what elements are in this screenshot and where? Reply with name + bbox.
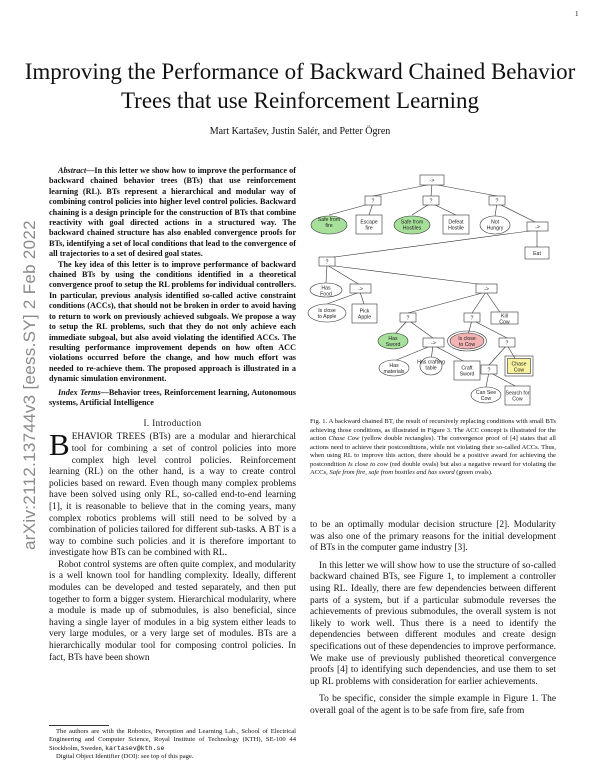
svg-text:->: -> <box>358 286 363 293</box>
right-paragraph-2: In this letter we will show how to use the structure of so-called backward chained BTs, see Figure 1, to implement a controller using RL. Ideally, there are few dependencies between different parts of a system, but if a particular submodule reverses the achievements of previous submodules, the overall system is not likely to work well. Thus there is a need to identify the dependencies between different modules and create design specifications out of these dependencies to improve performance. We make use of previously published theoretical convergence proofs [4] to identifying such dependencies, and use them to set up RL problems with consideration for earlier achievements. <box>310 560 556 687</box>
svg-text:Safe fromHostiles: Safe from Hostiles <box>400 219 424 232</box>
svg-text:?: ? <box>470 315 474 322</box>
node-close-to-apple <box>308 304 346 322</box>
svg-text:?: ? <box>429 198 433 205</box>
node-fallback-2 <box>423 196 439 205</box>
node-fallback-search <box>481 365 497 374</box>
node-fallback-food <box>319 257 335 266</box>
footnote <box>49 725 296 762</box>
svg-text:HasFood: Has Food <box>320 285 332 298</box>
footnote-email: kartasev@kth.se <box>105 744 165 752</box>
index-terms <box>49 388 296 409</box>
caption-accs: Safe from fire, safe from hostiles and has sword <box>329 469 455 476</box>
node-safe-from-fire <box>311 216 347 234</box>
intro-paragraph-2: Robot control systems are often quite complex, and modularity is a well known tool for handling complexity. Ideally, different modules can be developed and tested separately, and then put together to form a bigger system. Hierarchical modularity, where a module is made up of submodules, is also beneficial, since having a single layer of modules in a big system either leads to very large modules, or a very large set of modules. BTs are a hierarchically modular tool for composing control policies. In fact, BTs have been shown <box>49 559 296 663</box>
svg-text:PickApple: Pick Apple <box>357 308 372 321</box>
paper-authors: Mart Kartašev, Justin Salér, and Petter Ögren <box>209 126 391 137</box>
footnote-rule <box>49 725 109 726</box>
arxiv-stamp <box>22 205 38 565</box>
intro-paragraph-1 <box>49 427 297 560</box>
caption-post: Is close to cow <box>347 460 388 468</box>
svg-text:NotHungry: Not Hungry <box>486 219 504 232</box>
caption-mid2: (red double ovals) but also a negative reward for violating the ACCs, <box>310 460 556 476</box>
svg-text:Search forCow: Search for Cow <box>505 390 530 403</box>
svg-text:->: -> <box>429 178 435 184</box>
svg-text:->: -> <box>484 286 489 293</box>
node-fallback-3 <box>489 196 505 205</box>
node-has-materials <box>379 360 409 376</box>
svg-text:?: ? <box>325 259 329 266</box>
node-seq-apple <box>350 284 371 293</box>
svg-text:Is closeto Cow: Is close to Cow <box>458 335 476 348</box>
paper-title: Improving the Performance of Backward Chained Behavior Trees that use Reinforcement Learning <box>24 59 576 113</box>
arxiv-id: arXiv:2112.13744v3 [eess.SY] 2 Feb 2022 <box>20 220 39 550</box>
svg-text:Escapefire: Escape fire <box>360 219 378 232</box>
node-seq-eat <box>527 222 548 231</box>
left-column <box>49 166 296 664</box>
abstract <box>49 166 296 260</box>
page-number: 1 <box>575 10 579 18</box>
svg-text:?: ? <box>371 198 375 205</box>
svg-text:HasSword: Has Sword <box>385 335 401 348</box>
node-kill-cow <box>491 312 518 325</box>
intro-text-1: (BTs) are a modular and hierarchical tool for combining a set of control policies into more complex high level control policies. Reinforcement learning (RL) on the other hand, is a way to create control policies based on reward. Even though many complex problems have been solved using only RL, so-called end-to-end learning [1], it is reasonable to believe that in the coming years, many complex robotics problems will still need to be solved by a combination of policies tailored for different sub-tasks. A BT is a way to combine such policies and it is therefore important to investigate how BTs can be combined with RL. <box>49 432 297 559</box>
node-seq-root <box>420 175 444 185</box>
caption-action: Chase Cow <box>328 435 360 442</box>
caption-end: (green ovals). <box>454 469 493 476</box>
node-defeat-hostile <box>443 215 469 234</box>
node-seq-craft <box>423 338 444 347</box>
node-fallback-sword <box>400 313 416 322</box>
node-close-to-cow <box>448 331 487 351</box>
footnote-affiliation <box>49 728 296 753</box>
right-paragraph-3: To be specific, consider the simple example in Figure 1. The overall goal of the agent is to be safe from fire, safe from <box>310 694 556 716</box>
svg-text:?: ? <box>505 340 509 347</box>
abstract-text-2: The key idea of this letter is to improve performance of backward chained BTs by using the conditions identified in a theoretical convergence proof to setup the RL problems for individual controllers. In particular, previous analysis identified so-called active constraint conditions (ACCs), that should not be broken in order to avoid having to return to work on previously achieved subgoals. We propose a way to setup the RL problems, such that they do not only achieve each immediate subgoal, but also avoid violating the identified ACCs. The resulting performance improvement depends on how often ACC violations occurred before the change, and how much effort was needed to re-achieve them. The proposed approach is illustrated in a dynamic simulation environment. <box>49 259 296 384</box>
node-not-hungry <box>480 216 510 234</box>
node-fallback-1 <box>365 196 381 205</box>
svg-text:Is closeto Apple: Is close to Apple <box>317 307 337 320</box>
bt-diagram <box>306 170 556 410</box>
footnote-doi: Digital Object Identifier (DOI): see top of this page. <box>56 753 194 761</box>
node-seq-cow <box>476 284 497 293</box>
caption-mid: (yellow double rectangles). The convergence proof of [4] states that all actions need to achieve their postconditions, while not violating their so-called ACCs. Thus, when using RL to improve this action, there should be a positive award for achieving the postcondition <box>310 435 556 468</box>
svg-text:Can SeeCow: Can See Cow <box>475 389 497 402</box>
figure-1 <box>306 170 556 410</box>
abstract-text-1: —In this letter we show how to improve the performance of backward chained behavior trees (BTs) that use reinforcement learning (RL). BTs represent a hierarchical and modular way of combining control policies into higher level control policies. Backward chaining is a design principle for the construction of BTs that combine reactivity with goal directed actions in a structured way. The backward chained structure has also enabled convergence proofs for BTs, identifying a set of local conditions that lead to the convergence of all trajectories to a set of desired goal states. <box>49 166 296 259</box>
node-has-sword <box>378 333 408 349</box>
node-can-see-cow <box>471 387 501 403</box>
svg-text:CraftSword: Craft Sword <box>459 365 475 378</box>
node-safe-from-hostiles <box>394 216 430 234</box>
svg-text:KillCow: Kill Cow <box>499 313 510 326</box>
svg-text:Has craftingtable: Has crafting table <box>417 359 445 372</box>
svg-text:?: ? <box>406 315 410 322</box>
right-paragraph-1: to be an optimally modular decision structure [2]. Modularity was also one of the primary reasons for the initial development of BTs in the computer game industry [3]. <box>310 520 556 554</box>
svg-text:Hasmaterials: Has materials <box>383 362 405 375</box>
node-fallback-cow <box>464 313 480 322</box>
abstract-label: Abstract <box>58 166 87 175</box>
svg-text:Eat: Eat <box>533 251 541 257</box>
node-eat <box>525 247 549 259</box>
node-search-for-cow <box>505 386 530 405</box>
figure-caption <box>310 418 556 478</box>
node-has-food <box>310 283 342 297</box>
svg-text:?: ? <box>495 198 499 205</box>
footnote-affil-text: The authors are with the Robotics, Perception and Learning Lab., School of Electrical Engineering and Computer Science, Royal Institute of Technology (KTH), SE-100 44 Stockholm, Sweden, <box>49 728 296 752</box>
index-terms-label: Index Terms <box>58 387 101 397</box>
right-column <box>310 520 556 718</box>
svg-text:?: ? <box>487 367 491 374</box>
intro-lead: EHAVIOR TREES <box>71 432 146 443</box>
node-has-crafting-table <box>417 357 445 375</box>
drop-cap: B <box>49 427 70 463</box>
svg-text:Safe fromfire: Safe from fire <box>317 216 341 229</box>
node-chase-cow <box>505 356 533 376</box>
index-terms-text: —Behavior trees, Reinforcement learning, Autonomous systems, Artificial Intelligence <box>49 387 296 407</box>
svg-text:DefeatHostile: Defeat Hostile <box>448 219 464 232</box>
svg-text:->: -> <box>431 340 436 347</box>
section-heading: I. Introduction <box>143 418 202 429</box>
node-escape-fire <box>356 215 382 234</box>
caption-lead: Fig. 1. A backward chained BT, the result of recursively replacing conditions with small BTs achieving those conditions, as illustrated in Figure 3. The ACC concept is illustrated for the action <box>310 418 556 442</box>
node-craft-sword <box>454 361 480 380</box>
node-fallback-chase <box>499 338 515 347</box>
svg-text:->: -> <box>535 224 540 231</box>
node-pick-apple <box>352 304 377 323</box>
svg-text:ChaseCow: Chase Cow <box>511 361 527 374</box>
